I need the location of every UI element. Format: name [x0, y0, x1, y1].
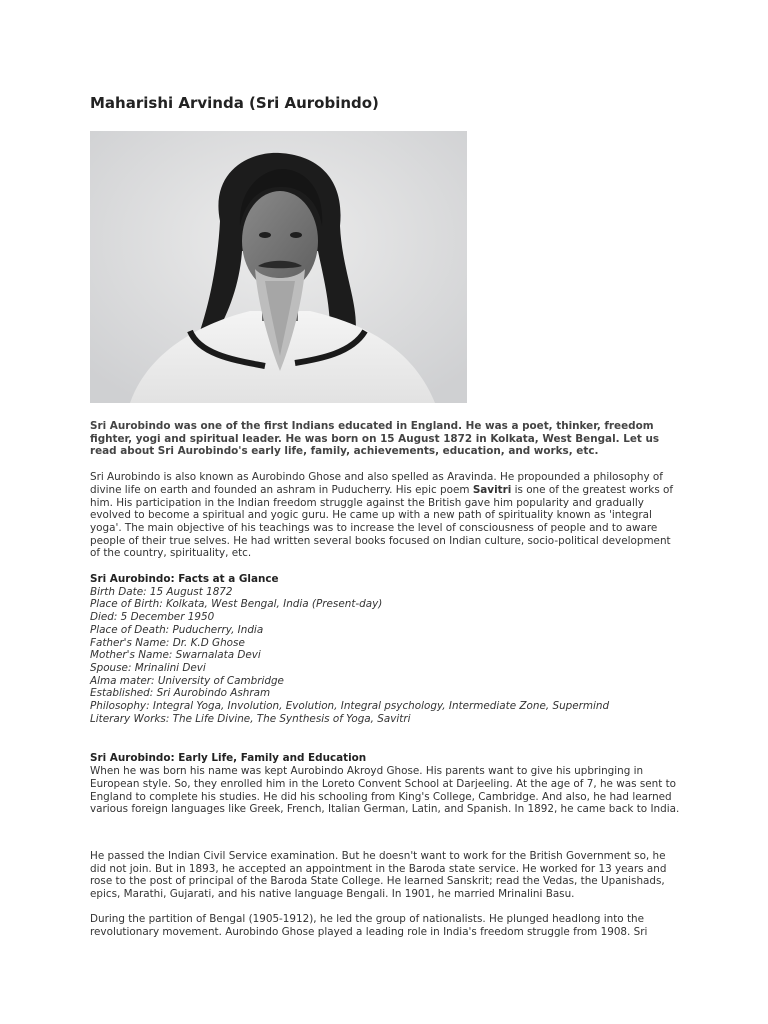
portrait-illustration: [90, 131, 467, 403]
fact-item: Philosophy: Integral Yoga, Involution, Evolution, Integral psychology, Intermediate Zone, Supermind: [90, 700, 610, 713]
civil-service-paragraph: He passed the Indian Civil Service examination. But he doesn't want to work for the British Government so, he did not join. But in 1893, he accepted an appointment in the Baroda state service. He worked for 13 years and rose to the post of principal of the Baroda State College. He learned Sanskrit; read the Vedas, the Upanishads, epics, Marathi, Gujarati, and his native language Bengali. In 1901, he married Mrinalini Basu.: [90, 849, 667, 901]
early-life-paragraph: When he was born his name was kept Aurobindo Akroyd Ghose. His parents want to give his upbringing in European style. So, they enrolled him in the Loreto Convent School at Darjeeling. At the age of 7, he was sent to England to complete his studies. He did his schooling from King's College, Cambridge. And also, he had learned various foreign languages like Greek, French, Italian German, Latin, and Spanish. In 1892, he came back to India.: [90, 765, 680, 816]
document-page: [90, 93, 680, 951]
fact-item: Father's Name: Dr. K.D Ghose: [90, 636, 245, 649]
fact-item: Established: Sri Aurobindo Ashram: [90, 687, 271, 700]
facts-list: [90, 586, 680, 726]
savitri-bold: Savitri: [472, 483, 512, 496]
description-text-before: Sri Aurobindo is also known as Aurobindo Ghose and also spelled as Aravinda. He propounded a philosophy of divine life on earth and founded an ashram in Puducherry. His epic poem: [90, 471, 663, 496]
intro-paragraph: Sri Aurobindo was one of the first Indians educated in England. He was a poet, thinker, freedom fighter, yogi and spiritual leader. He was born on 15 August 1872 in Kolkata, West Bengal. Let us read about Sri Aurobindo's early life, family, achievements, education, and works, etc.: [90, 420, 660, 458]
fact-item: Birth Date: 15 August 1872: [90, 585, 233, 598]
fact-item: Mother's Name: Swarnalata Devi: [90, 649, 261, 662]
portrait-photo: [90, 131, 467, 403]
partition-paragraph: During the partition of Bengal (1905-1912), he led the group of nationalists. He plunged headlong into the revolutionary movement. Aurobindo Ghose played a leading role in India's freedom struggle from 1908. Sri: [90, 912, 648, 938]
page-title: Maharishi Arvinda (Sri Aurobindo): [90, 94, 379, 112]
description-paragraph: [90, 471, 680, 560]
early-life-heading: Sri Aurobindo: Early Life, Family and Education: [90, 752, 367, 765]
fact-item: Place of Birth: Kolkata, West Bengal, India (Present-day): [90, 598, 383, 611]
facts-heading: Sri Aurobindo: Facts at a Glance: [90, 573, 279, 586]
fact-item: Died: 5 December 1950: [90, 611, 215, 624]
description-text-after: is one of the greatest works of him. His participation in the Indian freedom struggle against the British gave him popularity and gradually evolved to become a spiritual and yogic guru. He came up with a new path of spirituality known as 'integral yoga'. The main objective of his teachings was to increase the level of consciousness of people and to aware people of their true selves. He had written several books focused on Indian culture, socio-political development of the country, spirituality, etc.: [90, 483, 674, 560]
fact-item: Place of Death: Puducherry, India: [90, 623, 264, 636]
fact-item: Spouse: Mrinalini Devi: [90, 661, 206, 674]
fact-item: Alma mater: University of Cambridge: [90, 674, 284, 687]
fact-item: Literary Works: The Life Divine, The Synthesis of Yoga, Savitri: [90, 712, 411, 725]
